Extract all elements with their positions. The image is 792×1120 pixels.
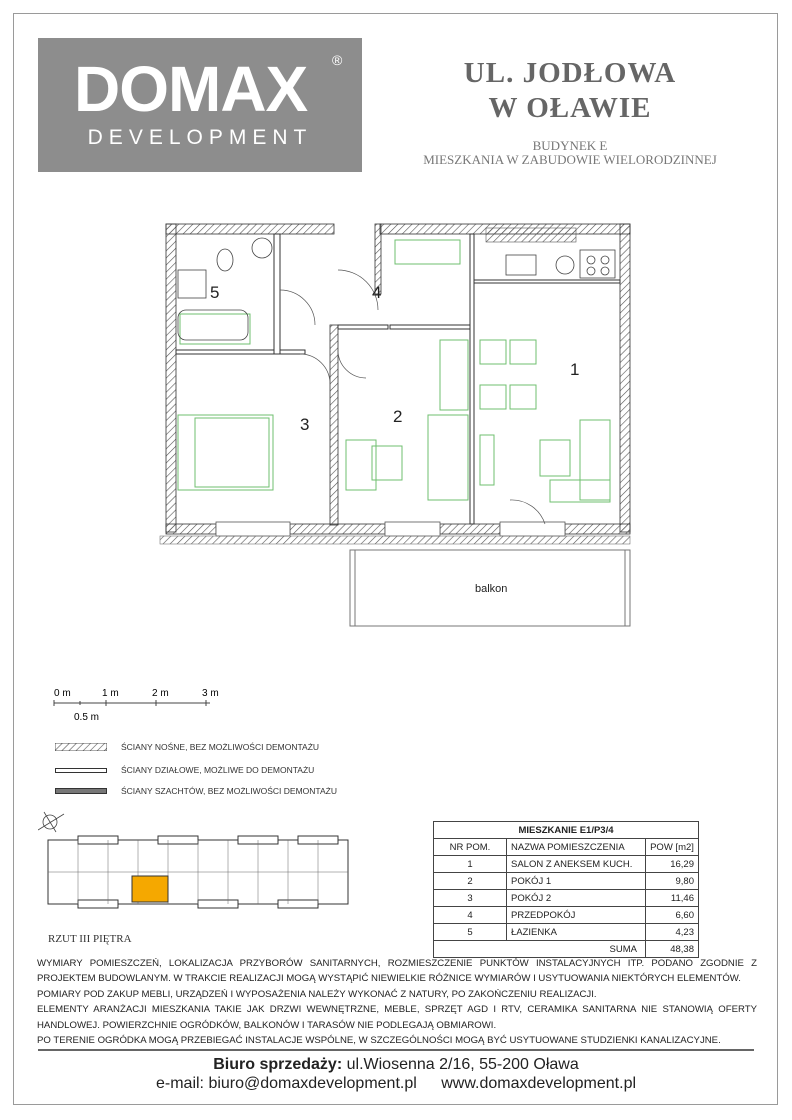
note-paragraph: POMIARY POD ZAKUP MEBLI, URZĄDZEŃ I WYPOSAŻENIA NALEŻY WYKONAĆ Z NATURY, PO ZAKOŃCZENIU REALIZACJI. [37, 988, 597, 1000]
logo-subtitle: DEVELOPMENT [87, 126, 313, 149]
row-name: POKÓJ 1 [507, 873, 646, 890]
room-number-3: 3 [300, 415, 310, 434]
sales-office [0, 1056, 792, 1074]
kitchen-cabinets [486, 228, 576, 242]
balcony [160, 536, 630, 626]
building-label: BUDYNEK E [532, 138, 608, 153]
compass-icon [38, 812, 64, 832]
table-sum-row [434, 941, 699, 958]
scale-bar [50, 686, 250, 726]
shaft-swatch-icon [55, 788, 107, 794]
balcony-label: balkon [475, 583, 508, 595]
sum-value: 48,38 [646, 941, 699, 958]
table-header-row [434, 839, 699, 856]
row-name: SALON Z ANEKSEM KUCH. [507, 856, 646, 873]
legend-bearing-text: ŚCIANY NOŚNE, BEZ MOŻLIWOŚCI DEMONTAŻU [121, 742, 320, 752]
row-name: ŁAZIENKA [507, 924, 646, 941]
scale-3m: 3 m [202, 688, 219, 699]
partition-swatch-icon [55, 768, 107, 773]
room-number-1: 1 [570, 360, 580, 379]
furniture [178, 240, 610, 502]
room-number-5: 5 [210, 283, 220, 302]
hatch-swatch-icon [55, 743, 107, 751]
header-area: POW [m2] [646, 839, 699, 856]
sales-office-label: Biuro sprzedaży: [213, 1056, 343, 1073]
table-row [434, 907, 699, 924]
sum-label: SUMA [434, 941, 646, 958]
note-paragraph: ELEMENTY ARANŻACJI MIESZKANIA TAKIE JAK DRZWI WEWNĘTRZNE, MEBLE, SPRZĘT AGD I RTV, CERAMIKA SANITARNA NIE STANOWIĄ OFERTY HANDLOWEJ. POWIERZCHNIE OGRÓDKÓW, BALKONÓW I TARASÓW NIE PODLEGAJĄ OBMIAROWI. [37, 1004, 757, 1031]
row-name: PRZEDPOKÓJ [507, 907, 646, 924]
highlighted-apartment [132, 876, 168, 902]
door-arcs [280, 270, 545, 524]
room-number-2: 2 [393, 407, 403, 426]
table-row [434, 856, 699, 873]
room-area-table [433, 821, 699, 958]
header-nr: NR POM. [434, 839, 507, 856]
company-logo [38, 38, 362, 172]
scale-1m: 1 m [102, 688, 119, 699]
row-area: 4,23 [646, 924, 699, 941]
floor-label: RZUT III PIĘTRA [48, 933, 132, 945]
table-row [434, 890, 699, 907]
floor-plan [150, 210, 650, 630]
sales-office-address: ul.Wiosenna 2/16, 55-200 Oława [346, 1056, 579, 1073]
city-title: W OŁAWIE [488, 92, 652, 124]
disclaimer-notes [37, 956, 757, 1048]
email-link[interactable]: e-mail: biuro@domaxdevelopment.pl [155, 1075, 417, 1092]
row-nr: 5 [434, 924, 507, 941]
row-name: POKÓJ 2 [507, 890, 646, 907]
row-nr: 3 [434, 890, 507, 907]
row-nr: 4 [434, 907, 507, 924]
website-link[interactable]: www.domaxdevelopment.pl [441, 1075, 637, 1092]
logo-registered-mark: ® [332, 52, 343, 68]
scale-half-m: 0.5 m [74, 712, 100, 723]
legend-row-bearing [55, 742, 319, 752]
legend-partition-text: ŚCIANY DZIAŁOWE, MOŻLIWE DO DEMONTAŻU [121, 765, 315, 775]
note-paragraph: WYMIARY POMIESZCZEŃ, LOKALIZACJA PRZYBORÓW SANITARNYCH, ROZMIESZCZENIE PUNKTÓW INSTALACYJNYCH ITP. PODANO ZGODNIE Z PROJEKTEM BUDOWLANYM. W TRAKCIE REALIZACJI MOGĄ WYSTĄPIĆ NIEWIELKIE RÓŻNICE WYMIARÓW I USYTUOWANIA NIEKTÓRYCH ELEMENTÓW. [37, 958, 757, 985]
row-area: 11,46 [646, 890, 699, 907]
row-nr: 2 [434, 873, 507, 890]
footer-divider [38, 1049, 754, 1051]
contact-line [0, 1075, 792, 1093]
legend-row-partition [55, 765, 314, 775]
row-area: 16,29 [646, 856, 699, 873]
key-plan [38, 810, 368, 920]
street-title: UL. JODŁOWA [463, 57, 677, 89]
table-title: MIESZKANIE E1/P3/4 [434, 822, 699, 839]
header-name: NAZWA POMIESZCZENIA [507, 839, 646, 856]
scale-0m: 0 m [54, 688, 71, 699]
row-area: 6,60 [646, 907, 699, 924]
scale-2m: 2 m [152, 688, 169, 699]
legend-row-shaft [55, 786, 337, 796]
room-number-4: 4 [372, 283, 382, 302]
table-row [434, 873, 699, 890]
table-row [434, 924, 699, 941]
note-paragraph: PO TERENIE OGRÓDKA MOGĄ PRZEBIEGAĆ INSTALACJE WSPÓLNE, W SZCZEGÓLNOŚCI MOGĄ BYĆ USYTUOWANE STUDZIENKI KANALIZACYJNE. [37, 1035, 721, 1047]
logo-wordmark: DOMAX [74, 53, 308, 125]
legend-shaft-text: ŚCIANY SZACHTÓW, BEZ MOŻLIWOŚCI DEMONTAŻU [121, 786, 337, 796]
row-area: 9,80 [646, 873, 699, 890]
windows [216, 522, 565, 536]
row-nr: 1 [434, 856, 507, 873]
building-type: MIESZKANIA W ZABUDOWIE WIELORODZINNEJ [423, 152, 717, 167]
